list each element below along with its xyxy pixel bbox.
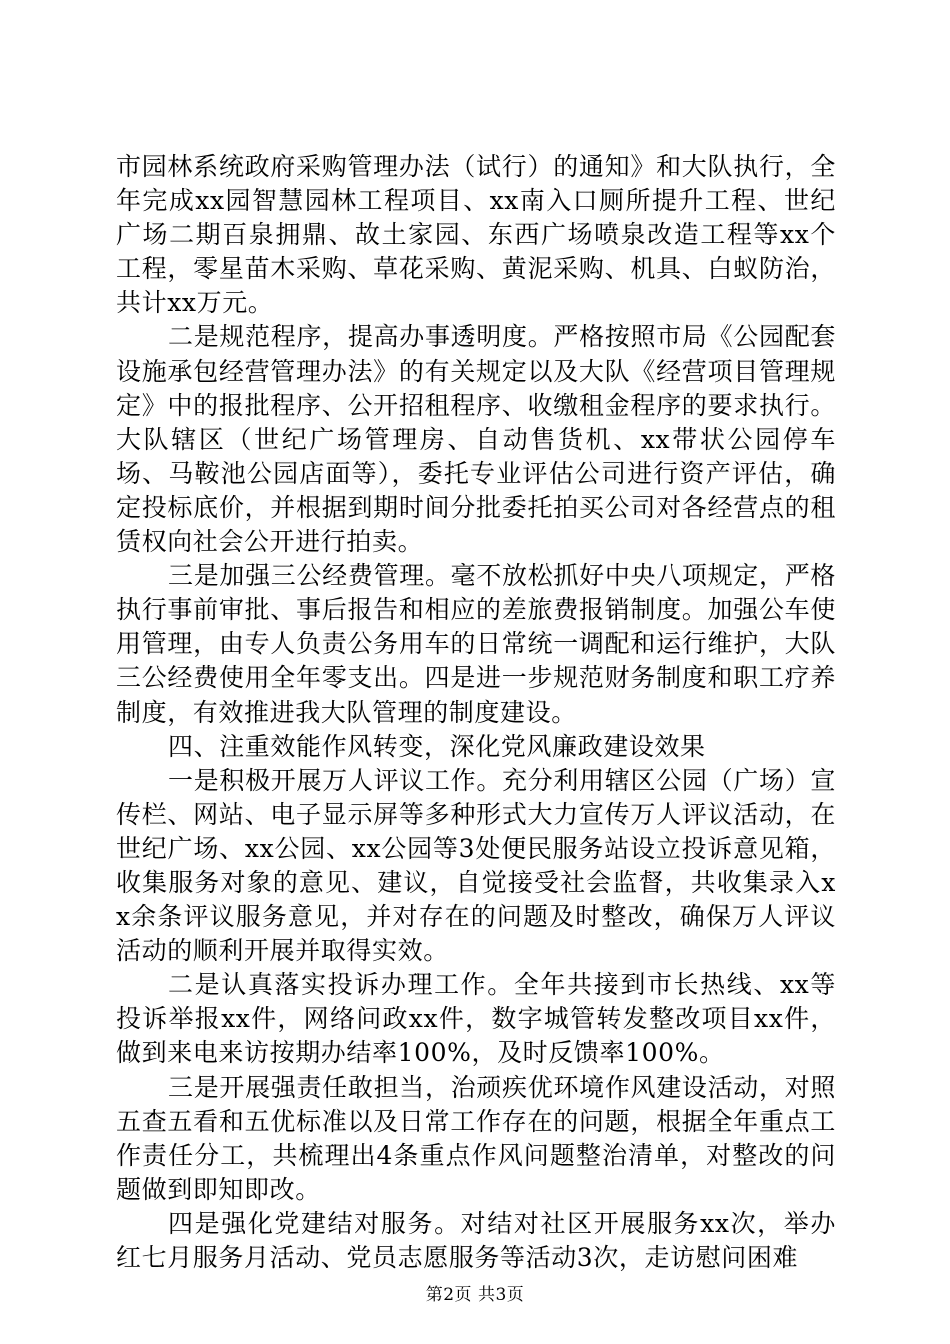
section-heading-work-style: 四、注重效能作风转变，深化党风廉政建设效果 <box>168 731 706 761</box>
paragraph-work-style-campaign: 三是开展强责任敢担当，治顽疾优环境作风建设活动，对照五查五看和五优标准以及日常工作存在的问题，根据全年重点工作责任分工，共梳理出4条重点作风问题整治清单，对整改的问题做到即知即改。 <box>116 1072 836 1204</box>
paragraph-complaint-handling: 二是认真落实投诉办理工作。全年共接到市长热线、xx等投诉举报xx件，网络问政xx件，数字城管转发整改项目xx件，做到来电来访按期办结率100%，及时反馈率100%。 <box>116 970 836 1068</box>
paragraph-standardize-procedures: 二是规范程序，提高办事透明度。严格按照市局《公园配套设施承包经营管理办法》的有关规定以及大队《经营项目管理规定》中的报批程序、公开招租程序、收缴租金程序的要求执行。大队辖区（世纪广场管理房、自动售货机、xx带状公园停车场、马鞍池公园店面等），委托专业评估公司进行资产评估，确定投标底价，并根据到期时间分批委托拍买公司对各经营点的租赁权向社会公开进行拍卖。 <box>116 322 836 557</box>
paragraph-three-public-expenses: 三是加强三公经费管理。毫不放松抓好中央八项规定，严格执行事前审批、事后报告和相应的差旅费报销制度。加强公车使用管理，由专人负责公务用车的日常统一调配和运行维护，大队三公经费使用全年零支出。四是进一步规范财务制度和职工疗养制度，有效推进我大队管理的制度建设。 <box>116 561 836 727</box>
page-number-footer: 第2页 共3页 <box>425 1285 525 1305</box>
paragraph-procurement: 市园林系统政府采购管理办法（试行）的通知》和大队执行，全年完成xx园智慧园林工程项目、xx南入口厕所提升工程、世纪广场二期百泉拥鼎、故土家园、东西广场喷泉改造工程等xx个工程，零星苗木采购、草花采购、黄泥采购、机具、白蚁防治，共计xx万元。 <box>116 152 836 318</box>
document-body <box>116 150 836 1275</box>
paragraph-public-appraisal: 一是积极开展万人评议工作。充分利用辖区公园（广场）宣传栏、网站、电子显示屏等多种形式大力宣传万人评议活动，在世纪广场、xx公园、xx公园等3处便民服务站设立投诉意见箱，收集服务对象的意见、建议，自觉接受社会监督，共收集录入xx余条评议服务意见，并对存在的问题及时整改，确保万人评议活动的顺利开展并取得实效。 <box>116 765 836 966</box>
paragraph-party-building-service: 四是强化党建结对服务。对结对社区开展服务xx次，举办红七月服务月活动、党员志愿服务等活动3次，走访慰问困难 <box>116 1208 836 1272</box>
